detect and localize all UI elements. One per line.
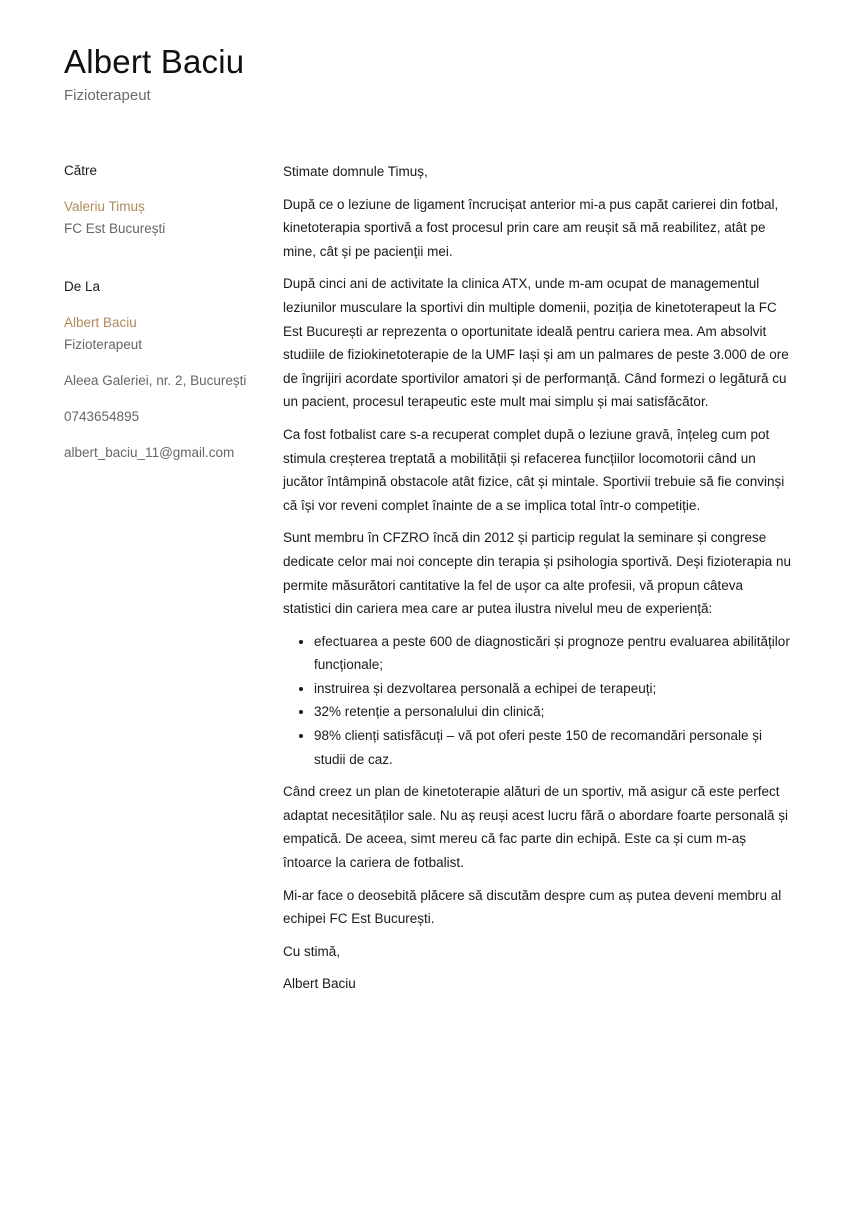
- recipient-company: FC Est București: [64, 221, 166, 236]
- sender-email: albert_baciu_11@gmail.com: [64, 445, 235, 460]
- letter-signoff: Cu stimă,: [283, 943, 341, 959]
- sender-name-title: Albert Baciu: [64, 43, 245, 80]
- letter-paragraph: Ca fost fotbalist care s-a recuperat complet după o leziune gravă, înțeleg cum pot stimula creșterea treptată a mobilității și refacerea funcțiilor locomotorii când un jucător întâmpină obstacole atât fizice, cât și mintale. Sportivii trebuie să fie convinși că își vor reveni complet înainte de a se implica total într-o competiție.: [283, 426, 785, 513]
- list-item: • efectuarea a peste 600 de diagnosticări și prognoze pentru evaluarea abilităților funcționale;: [314, 630, 793, 677]
- letter-body: [283, 160, 793, 1005]
- recipient-name: Valeriu Timuș: [64, 199, 145, 214]
- recipient-block: [64, 160, 264, 240]
- letter-paragraph: După ce o leziune de ligament încrucișat anterior mi-a pus capăt carierei din fotbal, kinetoterapia sportivă a fost procesul prin care am reușit să mă reabilitez, atât pe mine, cât și pe pacienții mei.: [283, 196, 779, 259]
- list-item: • instruirea și dezvoltarea personală a echipei de terapeuți;: [314, 677, 793, 701]
- letter-paragraph: Sunt membru în CFZRO încă din 2012 și particip regulat la seminare și congrese dedicate celor mai noi concepte din terapia și psihologia sportivă. Deși fizioterapia nu permite măsurători cantitative la fel de ușor ca alte profesii, vă propun câteva statistici din cariera mea care ar putea ilustra nivelul meu de experiență:: [283, 530, 792, 617]
- letter-paragraph: Mi-ar face o deosebită plăcere să discutăm despre cum aș putea deveni membru al echipei FC Est București.: [283, 887, 782, 927]
- sender-address: Aleea Galeriei, nr. 2, București: [64, 373, 247, 388]
- sender-phone: 0743654895: [64, 409, 140, 424]
- recipient-heading: Către: [64, 163, 98, 178]
- contact-sidebar: [64, 160, 264, 500]
- list-item: • 32% retenție a personalului din clinică;: [314, 700, 793, 724]
- sender-role: Fizioterapeut: [64, 337, 143, 352]
- sender-block: [64, 276, 264, 464]
- letter-paragraph: Când creez un plan de kinetoterapie alături de un sportiv, mă asigur că este perfect adaptat necesităților sale. Nu aș reuși acest lucru fără o abordare foarte personală și empatică. De aceea, simt mereu că fac parte din echipă. Este ca și cum m-aș întoarce la cariera de fotbalist.: [283, 784, 789, 871]
- sender-job-title: Fizioterapeut: [64, 87, 151, 104]
- sender-name: Albert Baciu: [64, 315, 137, 330]
- sender-heading: De La: [64, 279, 101, 294]
- letter-paragraph: După cinci ani de activitate la clinica ATX, unde m-am ocupat de managementul leziunilor musculare la sportivi din multiple domenii, poziția de kinetoterapeut la FC Est București ar reprezenta o oportunitate ideală pentru cariera mea. Am absolvit studiile de fiziokinetoterapie de la UMF Iași și am un palmares de peste 3.000 de ore de îngrijiri acordate sportivilor amatori și de performanță. Când formezi o legătură cu un pacient, procesul terapeutic este mult mai simplu și mai satisfăcător.: [283, 276, 789, 410]
- letter-signature: Albert Baciu: [283, 976, 356, 992]
- list-item: • 98% clienți satisfăcuți – vă pot oferi peste 150 de recomandări personale și studii de caz.: [314, 724, 793, 771]
- statistics-list: [283, 630, 793, 772]
- letter-greeting: Stimate domnule Timuș,: [283, 164, 428, 179]
